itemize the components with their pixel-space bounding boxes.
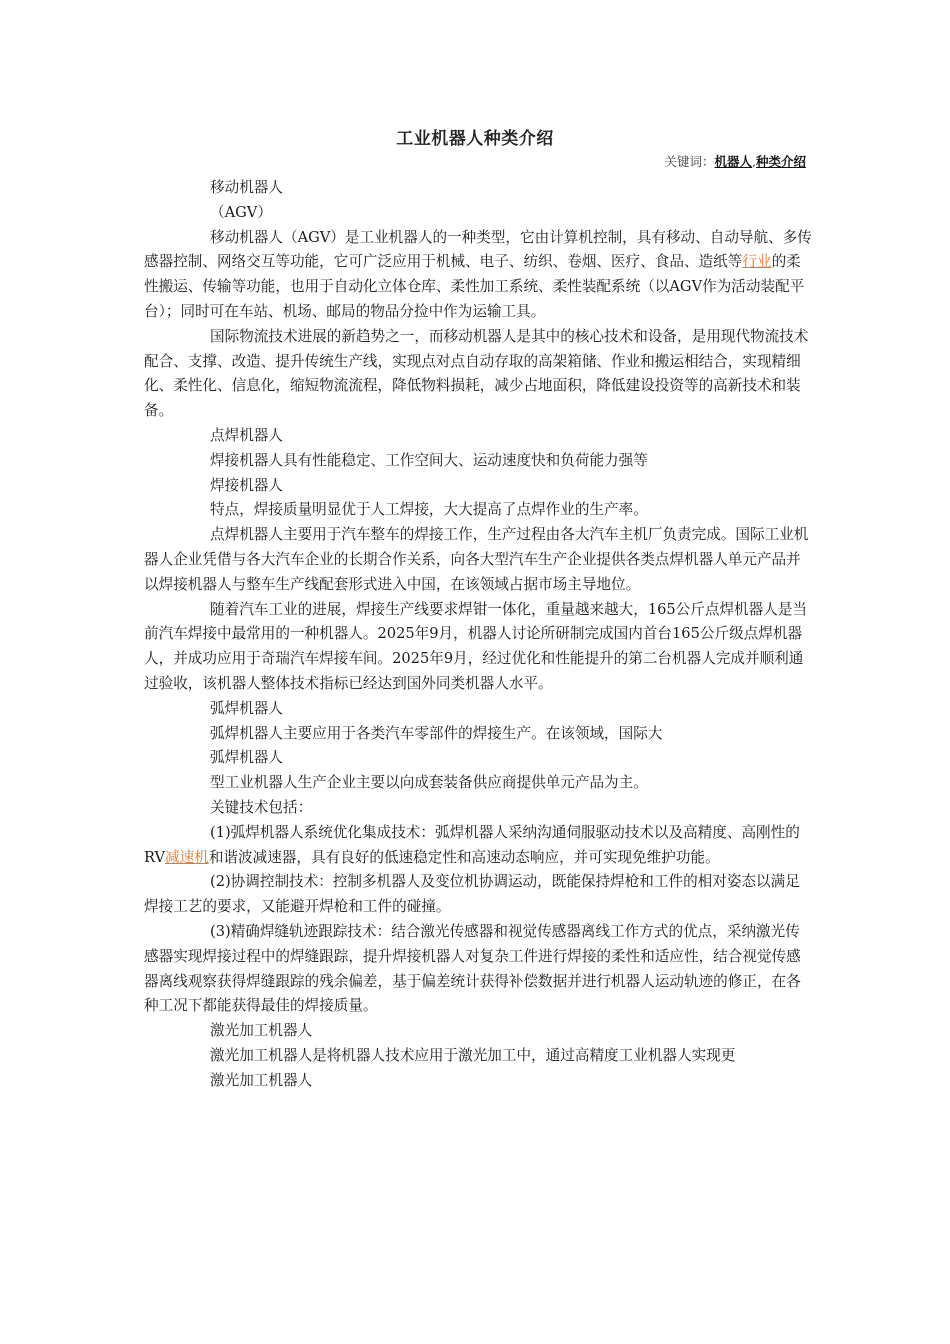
keyword-separator: ,: [752, 154, 756, 169]
paragraph-text: 关键技术包括：: [210, 798, 313, 816]
paragraph-text: (3)精确焊缝轨迹跟踪技术：结合激光传感器和视觉传感器离线工作方式的优点，采纳激光传感器实现焊接过程中的焊缝跟踪，提升焊接机器人对复杂工件进行焊接的柔性和适应性，结合视觉传感器离线观察获得焊缝跟踪的残余偏差，基于偏差统计获得补偿数据并进行机器人运动轨迹的修正，在各种工况下都能获得最佳的焊接质量。: [144, 922, 801, 1015]
paragraph: [144, 722, 814, 747]
paragraph: [144, 498, 814, 523]
paragraph: [144, 771, 814, 796]
paragraph-text: 弧焊机器人主要应用于各类汽车零部件的焊接生产。在该领域，国际大: [210, 724, 663, 742]
keywords-label: 关键词：: [664, 154, 715, 169]
paragraph: [144, 796, 814, 821]
paragraph: [144, 474, 814, 499]
paragraph-text: 激光加工机器人: [210, 1022, 313, 1040]
paragraph: [144, 821, 814, 871]
paragraph-text: (1)弧焊机器人系统优化集成技术：弧焊机器人采纳沟通伺服驱动技术以及高精度、高刚性的RV: [144, 823, 800, 866]
document-body: [144, 176, 814, 1093]
paragraph-text: 点焊机器人: [210, 426, 283, 444]
paragraph-text: 焊接机器人具有性能稳定、工作空间大、运动速度快和负荷能力强等: [210, 451, 648, 469]
keyword-link-types[interactable]: 种类介绍: [755, 154, 806, 169]
inline-link[interactable]: 行业: [742, 253, 772, 271]
paragraph-text-continued: 的柔性搬运、传输等功能，也用于自动化立体仓库、柔性加工系统、柔性装配系统（以AGV作为活动装配平台）；同时可在车站、机场、邮局的物品分捡中作为运输工具。: [144, 253, 805, 320]
paragraph: [144, 325, 814, 424]
paragraph-text: 移动机器人（AGV）是工业机器人的一种类型，它由计算机控制，具有移动、自动导航、多传感器控制、网络交互等功能，它可广泛应用于机械、电子、纺织、卷烟、医疗、食品、造纸等: [144, 228, 812, 271]
paragraph-text: 焊接机器人: [210, 476, 283, 494]
keyword-link-robot[interactable]: 机器人: [714, 154, 752, 169]
inline-link[interactable]: 减速机: [165, 848, 209, 866]
paragraph: [144, 598, 814, 697]
paragraph-text: 激光加工机器人: [210, 1071, 313, 1089]
paragraph: [144, 523, 814, 597]
paragraph: [144, 1019, 814, 1044]
paragraph-text: 激光加工机器人是将机器人技术应用于激光加工中，通过高精度工业机器人实现更: [210, 1046, 736, 1064]
paragraph-text: 点焊机器人主要用于汽车整车的焊接工作，生产过程由各大汽车主机厂负责完成。国际工业机器人企业凭借与各大汽车企业的长期合作关系，向各大型汽车生产企业提供各类点焊机器人单元产品并以焊接机器人与整车生产线配套形式进入中国，在该领域占据市场主导地位。: [144, 526, 809, 593]
paragraph-text: （AGV）: [210, 203, 272, 221]
paragraph-text: 弧焊机器人: [210, 749, 283, 767]
paragraph: [144, 697, 814, 722]
keywords-line: [664, 152, 806, 170]
paragraph: [144, 176, 814, 201]
paragraph: [144, 424, 814, 449]
paragraph: [144, 746, 814, 771]
paragraph-text: 随着汽车工业的进展，焊接生产线要求焊钳一体化，重量越来越大，165公斤点焊机器人是当前汽车焊接中最常用的一种机器人。2025年9月，机器人讨论所研制完成国内首台165公斤级点焊机器人，并成功应用于奇瑞汽车焊接车间。2025年9月，经过优化和性能提升的第二台机器人完成并顺利通过验收，该机器人整体技术指标已经达到国外同类机器人水平。: [144, 600, 808, 692]
paragraph-text: 特点，焊接质量明显优于人工焊接，大大提高了点焊作业的生产率。: [210, 501, 648, 519]
paragraph: [144, 920, 814, 1019]
paragraph: [144, 226, 814, 325]
paragraph-text: 弧焊机器人: [210, 699, 283, 717]
paragraph-text-continued: 和谐波减速器，具有良好的低速稳定性和高速动态响应，并可实现免维护功能。: [208, 848, 720, 866]
paragraph: [144, 1044, 814, 1069]
paragraph-text: (2)协调控制技术：控制多机器人及变位机协调运动，既能保持焊枪和工件的相对姿态以满足焊接工艺的要求，又能避开焊枪和工件的碰撞。: [144, 873, 800, 916]
document-title: 工业机器人种类介绍: [396, 129, 554, 149]
paragraph: [144, 201, 814, 226]
paragraph-text: 国际物流技术进展的新趋势之一，而移动机器人是其中的核心技术和设备，是用现代物流技术配合、支撑、改造、提升传统生产线，实现点对点自动存取的高架箱储、作业和搬运相结合，实现精细化、柔性化、信息化，缩短物流流程，降低物料损耗，减少占地面积，降低建设投资等的高新技术和装备。: [144, 327, 809, 420]
paragraph-text: 移动机器人: [210, 179, 283, 196]
paragraph: [144, 1069, 814, 1094]
paragraph: [144, 870, 814, 920]
paragraph: [144, 449, 814, 474]
paragraph-text: 型工业机器人生产企业主要以向成套装备供应商提供单元产品为主。: [210, 774, 648, 792]
